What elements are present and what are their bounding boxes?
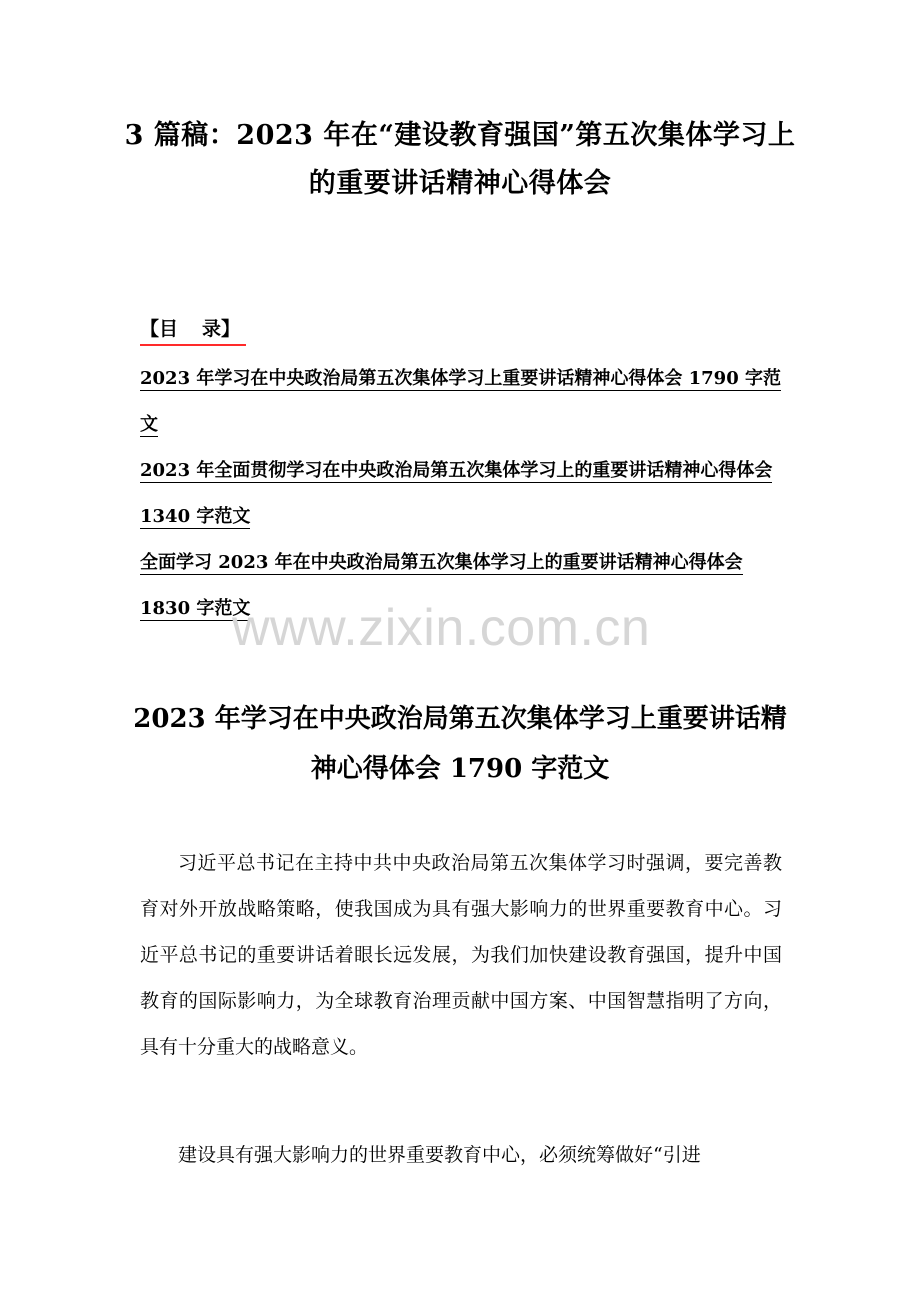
toc-heading-right: 录】 — [202, 318, 241, 340]
toc-link-3[interactable]: 全面学习 2023 年在中央政治局第五次集体学习上的重要讲话精神心得体会 1830 字范文 — [140, 552, 743, 619]
document-title: 3 篇稿：2023 年在“建设教育强国”第五次集体学习上的重要讲话精神心得体会 — [124, 120, 796, 199]
toc-heading — [140, 314, 246, 346]
body-paragraph-1: 习近平总书记在主持中共中央政治局第五次集体学习时强调，要完善教育对外开放战略策略，使我国成为具有强大影响力的世界重要教育中心。习近平总书记的重要讲话着眼长远发展，为我们加快建设教育强国，提升中国教育的国际影响力，为全球教育治理贡献中国方案、中国智慧指明了方向，具有十分重大的战略意义。 — [140, 852, 782, 1058]
body-paragraph-2: 建设具有强大影响力的世界重要教育中心，必须统筹做好“引进 — [178, 1144, 701, 1166]
toc-link-1[interactable]: 2023 年学习在中央政治局第五次集体学习上重要讲话精神心得体会 1790 字范文 — [140, 368, 781, 435]
toc-list — [140, 356, 785, 632]
section-title: 2023 年学习在中央政治局第五次集体学习上重要讲话精神心得体会 1790 字范文 — [133, 704, 787, 784]
toc-heading-left: 【目 — [140, 318, 179, 340]
toc-link-2[interactable]: 2023 年全面贯彻学习在中央政治局第五次集体学习上的重要讲话精神心得体会 1340 字范文 — [140, 460, 773, 527]
watermark: www.zixin.com.cn — [232, 599, 651, 657]
